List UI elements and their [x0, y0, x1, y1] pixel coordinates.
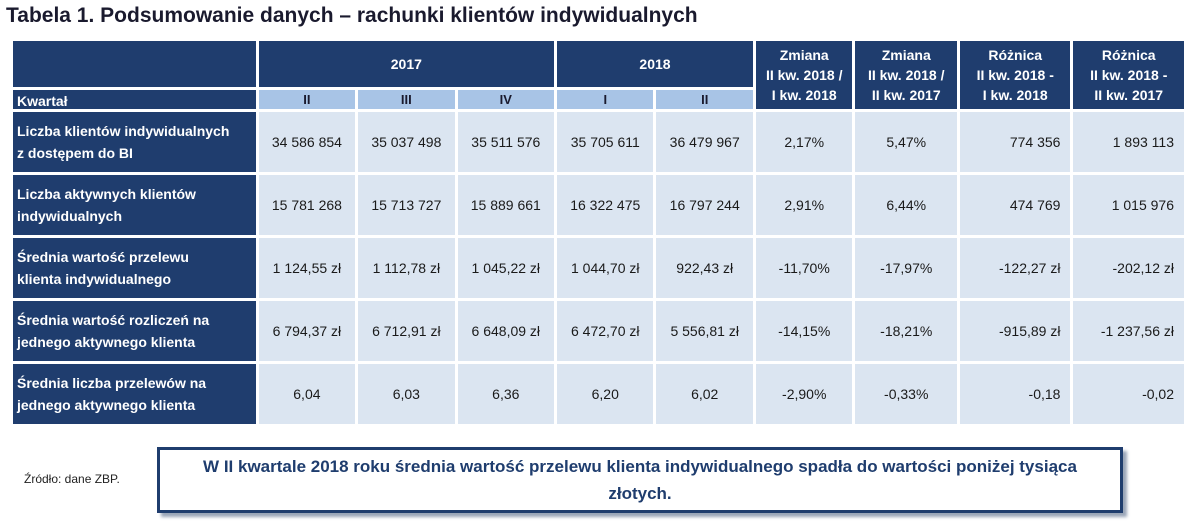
table-cell: 35 037 498: [358, 112, 454, 172]
table-cell: 35 511 576: [458, 112, 554, 172]
table-cell: -11,70%: [756, 238, 853, 298]
row-label: [13, 112, 256, 172]
row-label: [13, 364, 256, 424]
table-cell: -202,12 zł: [1073, 238, 1184, 298]
table-cell: -18,21%: [855, 301, 957, 361]
table-cell: 6 472,70 zł: [557, 301, 653, 361]
row-label: [13, 175, 256, 235]
row-label-line: jednego aktywnego klienta: [17, 334, 196, 350]
table-cell: 5,47%: [855, 112, 957, 172]
table-cell: 16 322 475: [557, 175, 653, 235]
table-cell: 922,43 zł: [656, 238, 752, 298]
table-cell: 6 648,09 zł: [458, 301, 554, 361]
summary-table: [10, 38, 1187, 427]
row-label-line: z dostępem do BI: [17, 145, 133, 161]
table-cell: 6,03: [358, 364, 454, 424]
header-line: II kw. 2018 /: [867, 67, 945, 83]
header-blank: [13, 41, 256, 87]
table-row: [13, 301, 1184, 361]
table-cell: -0,02: [1073, 364, 1184, 424]
diff-y-header: [1073, 41, 1184, 109]
table-cell: 6 794,37 zł: [259, 301, 355, 361]
table-cell: 1 893 113: [1073, 112, 1184, 172]
row-label: [13, 301, 256, 361]
source-note: Źródło: dane ZBP.: [24, 472, 120, 486]
row-label-line: Średnia wartość przelewu: [17, 249, 189, 265]
table-row: [13, 364, 1184, 424]
table-cell: 2,91%: [756, 175, 853, 235]
table-cell: -0,18: [960, 364, 1070, 424]
header-line: Zmiana: [779, 47, 829, 63]
header-line: Różnica: [988, 47, 1043, 63]
row-label: [13, 238, 256, 298]
header-line: Zmiana: [881, 47, 931, 63]
header-line: I kw. 2018: [982, 87, 1048, 103]
year-2017-header: 2017: [259, 41, 554, 87]
diff-q-header: [960, 41, 1070, 109]
table-cell: 6,36: [458, 364, 554, 424]
quarter-header: I: [557, 90, 653, 109]
row-label-line: Liczba klientów indywidualnych: [17, 123, 230, 139]
table-cell: 16 797 244: [656, 175, 752, 235]
table-cell: 15 713 727: [358, 175, 454, 235]
header-line: Różnica: [1101, 47, 1156, 63]
table-cell: 1 044,70 zł: [557, 238, 653, 298]
table-row: [13, 112, 1184, 172]
table-cell: 34 586 854: [259, 112, 355, 172]
table-cell: 15 781 268: [259, 175, 355, 235]
table-cell: 6 712,91 zł: [358, 301, 454, 361]
table-cell: -122,27 zł: [960, 238, 1070, 298]
row-label-line: klienta indywidualnego: [17, 271, 172, 287]
table-cell: -2,90%: [756, 364, 853, 424]
table-cell: 15 889 661: [458, 175, 554, 235]
header-line: II kw. 2017: [871, 87, 941, 103]
quarter-header: II: [656, 90, 752, 109]
quarter-header: II: [259, 90, 355, 109]
table-cell: 6,02: [656, 364, 752, 424]
year-2018-header: 2018: [557, 41, 753, 87]
table-cell: 36 479 967: [656, 112, 752, 172]
row-label-line: Średnia wartość rozliczeń na: [17, 312, 210, 328]
table-cell: 1 112,78 zł: [358, 238, 454, 298]
table-cell: 2,17%: [756, 112, 853, 172]
header-line: II kw. 2018 -: [976, 67, 1054, 83]
table-cell: 1 015 976: [1073, 175, 1184, 235]
header-line: I kw. 2018: [771, 87, 837, 103]
row-label-line: Liczba aktywnych klientów: [17, 186, 196, 202]
table-cell: 6,44%: [855, 175, 957, 235]
table-cell: -17,97%: [855, 238, 957, 298]
table-cell: 774 356: [960, 112, 1070, 172]
table-cell: -14,15%: [756, 301, 853, 361]
row-label-line: jednego aktywnego klienta: [17, 397, 196, 413]
change-y-header: [855, 41, 957, 109]
table-title: Tabela 1. Podsumowanie danych – rachunki klientów indywidualnych: [6, 4, 698, 27]
header-line: II kw. 2018 /: [765, 67, 843, 83]
table-cell: -915,89 zł: [960, 301, 1070, 361]
highlight-text: W II kwartale 2018 roku średnia wartość przelewu klienta indywidualnego spadła do wartości poniżej tysiąca złotych.: [203, 457, 1077, 503]
table-cell: 35 705 611: [557, 112, 653, 172]
table-cell: 474 769: [960, 175, 1070, 235]
table-cell: -0,33%: [855, 364, 957, 424]
table-cell: 6,20: [557, 364, 653, 424]
header-line: II kw. 2018 -: [1090, 67, 1168, 83]
highlight-box: [157, 447, 1123, 513]
table-row: [13, 238, 1184, 298]
table-cell: 5 556,81 zł: [656, 301, 752, 361]
row-label-line: indywidualnych: [17, 208, 123, 224]
table-cell: 1 045,22 zł: [458, 238, 554, 298]
change-q-header: [756, 41, 853, 109]
table-cell: 1 124,55 zł: [259, 238, 355, 298]
header-line: II kw. 2017: [1094, 87, 1164, 103]
table-cell: -1 237,56 zł: [1073, 301, 1184, 361]
quarter-header: IV: [458, 90, 554, 109]
table-cell: 6,04: [259, 364, 355, 424]
table-row: [13, 175, 1184, 235]
row-label-line: Średnia liczba przelewów na: [17, 375, 207, 391]
quarter-header: III: [358, 90, 454, 109]
kwartal-label: Kwartał: [13, 90, 256, 109]
